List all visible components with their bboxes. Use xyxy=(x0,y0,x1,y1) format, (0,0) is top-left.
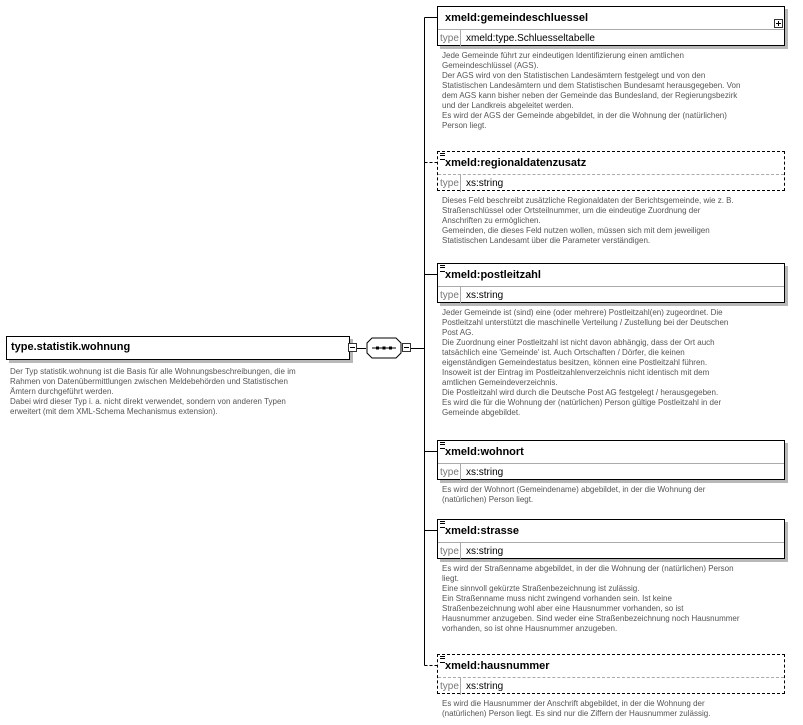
element-name: xmeld:strasse xyxy=(445,525,519,537)
sequence-collapse-icon[interactable] xyxy=(402,343,411,352)
expand-icon[interactable] xyxy=(774,19,783,28)
type-key-label: type xyxy=(438,287,461,304)
element-box-gemeindeschluessel[interactable] xyxy=(437,6,785,46)
element-type: xs:string xyxy=(466,546,504,557)
type-key-label: type xyxy=(438,175,461,192)
element-description-postleitzahl: Jeder Gemeinde ist (sind) eine (oder mehrere) Postleitzahl(en) zugeordnet. Die Postleitzahl unterstützt die maschinelle Verteilung / Zustellung bei der Deutschen Post AG. Die Zuordnung einer Postleitzahl ist nicht davon abhängig, dass der Ort auch tatsächlich eine 'Gemeinde' ist. Auch Ortschaften / Dörfer, die keinen eigenständigen Gemeindestatus besitzen, können eine Postleitzahl führen. Insoweit ist der Eintrag im Postleitzahlenverzeichnis nicht identisch mit dem amtlichen Gemeindeverzeichnis. Die Postleitzahl wird durch die Deutsche Post AG festgelegt / herausgegeben. Es wird die für die Wohnung der (natürlichen) Person gültige Postleitzahl in der Gemeinde abgebildet. xyxy=(442,308,729,417)
root-description: Der Typ statistik.wohnung ist die Basis für alle Wohnungsbeschreibungen, die im Rahmen von Datenübermittlungen zwischen Meldebehörden und Statistischen Ämtern durchgeführt werden. Dabei wird dieser Typ i. a. nicht direkt verwendet, sondern von anderen Typen erweitert (mit dem XML-Schema Mechanismus extension). xyxy=(10,367,296,416)
element-box-hausnummer[interactable] xyxy=(437,654,785,694)
sequence-compositor-icon[interactable] xyxy=(366,337,402,359)
element-name: xmeld:postleitzahl xyxy=(445,269,541,281)
element-type: xs:string xyxy=(466,467,504,478)
element-type: xs:string xyxy=(466,178,504,189)
element-description-hausnummer: Es wird die Hausnummer der Anschrift abgebildet, in der die Wohnung der (natürlichen) Person liegt. Es sind nur die Ziffern der Hausnummer zulässig. xyxy=(442,699,711,718)
collapse-icon[interactable] xyxy=(348,343,357,352)
type-key-label: type xyxy=(438,30,461,47)
root-type-box[interactable] xyxy=(6,336,350,360)
element-name: xmeld:hausnummer xyxy=(445,660,550,672)
type-key-label: type xyxy=(438,678,461,695)
element-name: xmeld:regionaldatenzusatz xyxy=(445,157,587,169)
element-description-wohnort: Es wird der Wohnort (Gemeindename) abgebildet, in der die Wohnung der (natürlichen) Person liegt. xyxy=(442,485,706,504)
root-type-name: type.statistik.wohnung xyxy=(11,341,131,353)
type-key-label: type xyxy=(438,543,461,560)
element-description-regionaldatenzusatz: Dieses Feld beschreibt zusätzliche Regionaldaten der Berichtsgemeinde, wie z. B. Straßenschlüssel oder Ortsteilnummer, um die eindeutige Zuordnung der Anschriften zu ermöglichen. Gemeinden, die dieses Feld nutzen wollen, müssen sich mit dem jeweiligen Statistischen Landesamt über die Parameter verständigen. xyxy=(442,196,734,245)
element-description-strasse: Es wird der Straßenname abgebildet, in der die Wohnung der (natürlichen) Person liegt. Eine sinnvoll gekürzte Straßenbezeichnung ist zulässig. Ein Straßenname muss nicht zwingend vorhanden sein. Ist keine Straßenbezeichnung wohl aber eine Hausnummer vorhanden, so ist Hausnummer anzugeben. Sind weder eine Straßenbezeichnung noch Hausnummer vorhanden, so ist ohne Hausnummer anzugeben. xyxy=(442,564,740,633)
element-box-regionaldatenzusatz[interactable] xyxy=(437,151,785,191)
element-box-wohnort[interactable] xyxy=(437,440,785,480)
element-type: xmeld:type.Schluesseltabelle xyxy=(466,33,595,44)
element-box-strasse[interactable] xyxy=(437,519,785,559)
element-box-postleitzahl[interactable] xyxy=(437,263,785,303)
element-description-gemeindeschluessel: Jede Gemeinde führt zur eindeutigen Identifizierung einen amtlichen Gemeindeschlüssel (AGS). Der AGS wird von den Statistischen Landesämtern festgelegt und von den Statistischen Landesämtern und dem Statistischen Bundesamt herausgegeben. Von dem AGS kann bisher neben der Gemeinde das Bundesland, der Regierungsbezirk und der Landkreis abgeleitet werden. Es wird der AGS der Gemeinde abgebildet, in der die Wohnung der (natürlichen) Person liegt. xyxy=(442,51,741,130)
type-key-label: type xyxy=(438,464,461,481)
element-type: xs:string xyxy=(466,290,504,301)
element-name: xmeld:gemeindeschluessel xyxy=(445,12,589,24)
element-name: xmeld:wohnort xyxy=(445,446,524,458)
element-type: xs:string xyxy=(466,681,504,692)
